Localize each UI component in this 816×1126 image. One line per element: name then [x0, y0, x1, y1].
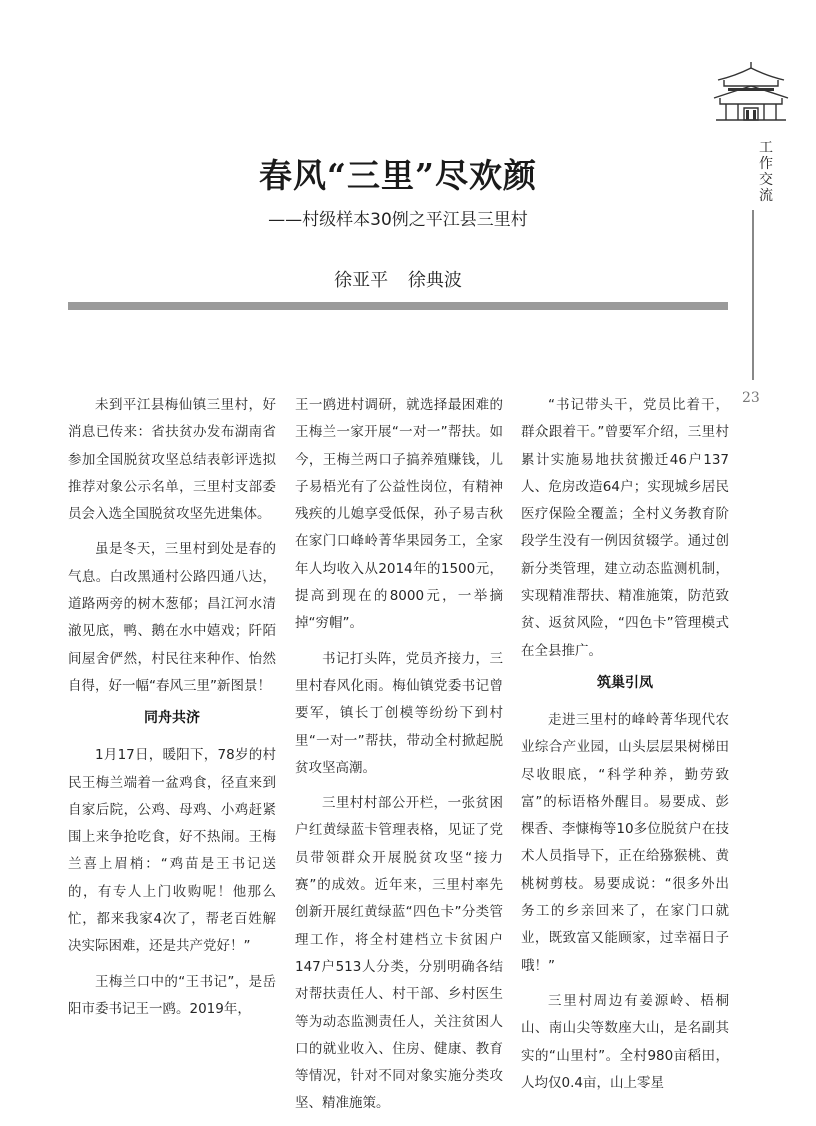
- paragraph: 三里村周边有姜源岭、梧桐山、南山尖等数座大山，是名副其实的“山里村”。全村980亩稻田，人均仅0.4亩，山上零星: [521, 992, 729, 1091]
- paragraph: 1月17日，暖阳下，78岁的村民王梅兰端着一盆鸡食，径直来到自家后院，公鸡、母鸡、小鸡赶紧围上来争抢吃食，好不热闹。王梅兰喜上眉梢：“鸡苗是王书记送的，有专人上门收购呢！他那么忙，都来我家4次了，帮老百姓解决实际困难，还是共产党好！”: [68, 747, 276, 955]
- paragraph: 王一鸥进村调研，就选择最困难的王梅兰一家开展“一对一”帮扶。如今，王梅兰两口子搞养殖赚钱，儿子易梧光有了公益性岗位，有精神残疾的儿媳享受低保，孙子易吉秋在家门口峰岭菁华果园务工，全家年人均收入从2014年的1500元，提高到现在的8000元，一举摘掉“穷帽”。: [295, 397, 503, 632]
- article-authors: 徐亚平 徐典波: [334, 270, 462, 291]
- page-number: 23: [742, 390, 760, 406]
- section-heading: 同舟共济: [144, 710, 200, 727]
- section-label: 工作交流: [759, 140, 773, 204]
- paragraph: 走进三里村的峰岭菁华现代农业综合产业园，山头层层果树梯田尽收眼底，“科学种养，勤劳致富”的标语格外醒目。易要成、彭棵香、李慷梅等10多位脱贫户在技术人员指导下，正在给猕猴桃、黄桃树剪枝。易要成说：“很多外出务工的乡亲回来了，在家门口就业，既致富又能顾家，过幸福日子哦！”: [521, 711, 729, 974]
- paragraph: 未到平江县梅仙镇三里村，好消息已传来：省扶贫办发布湖南省参加全国脱贫攻坚总结表彰评选拟推荐对象公示名单，三里村支部委员会入选全国脱贫攻坚先进集体。: [68, 397, 276, 523]
- body-column-1: [68, 392, 276, 1031]
- side-divider: [752, 210, 754, 380]
- section-heading: 筑巢引凤: [597, 674, 653, 691]
- paragraph: 虽是冬天，三里村到处是春的气息。白改黑通村公路四通八达，道路两旁的树木葱郁；昌江河水清澈见底，鸭、鹅在水中嬉戏；阡陌间屋舍俨然，村民往来种作、怡然自得，好一幅“春风三里”新图景！: [68, 541, 276, 694]
- paragraph: 书记打头阵，党员齐接力，三里村春风化雨。梅仙镇党委书记曾要军，镇长丁创模等纷纷下到村里“一对一”帮扶，带动全村掀起脱贫攻坚高潮。: [295, 650, 503, 776]
- article-subtitle: ——村级样本30例之平江县三里村: [268, 210, 528, 230]
- paragraph: “书记带头干，党员比着干，群众跟着干。”曾要军介绍，三里村累计实施易地扶贫搬迁46户137人、危房改造64户；实现城乡居民医疗保险全覆盖；全村义务教育阶段学生没有一例因贫辍学。通过创新分类管理，建立动态监测机制，实现精准帮扶、精准施策，防范致贫、返贫风险，“四色卡”管理模式在全县推广。: [521, 397, 729, 659]
- paragraph: 王梅兰口中的“王书记”，是岳阳市委书记王一鸥。2019年，: [68, 973, 276, 1017]
- body-column-2: [295, 392, 503, 1126]
- header-rule: [68, 302, 728, 310]
- paragraph: 三里村村部公开栏，一张贫困户红黄绿蓝卡管理表格，见证了党员带领群众开展脱贫攻坚“接力赛”的成效。近年来，三里村率先创新开展红黄绿蓝“四色卡”分类管理工作，将全村建档立卡贫困户147户513人分类，分别明确各结对帮扶责任人、村干部、乡村医生等为动态监测责任人，关注贫困人口的就业收入、住房、健康、教育等情况，针对不同对象实施分类攻坚、精准施策。: [295, 795, 503, 1112]
- article-title: 春风“三里”尽欢颜: [259, 156, 537, 195]
- pavilion-icon: [710, 58, 792, 128]
- body-column-3: [521, 392, 729, 1105]
